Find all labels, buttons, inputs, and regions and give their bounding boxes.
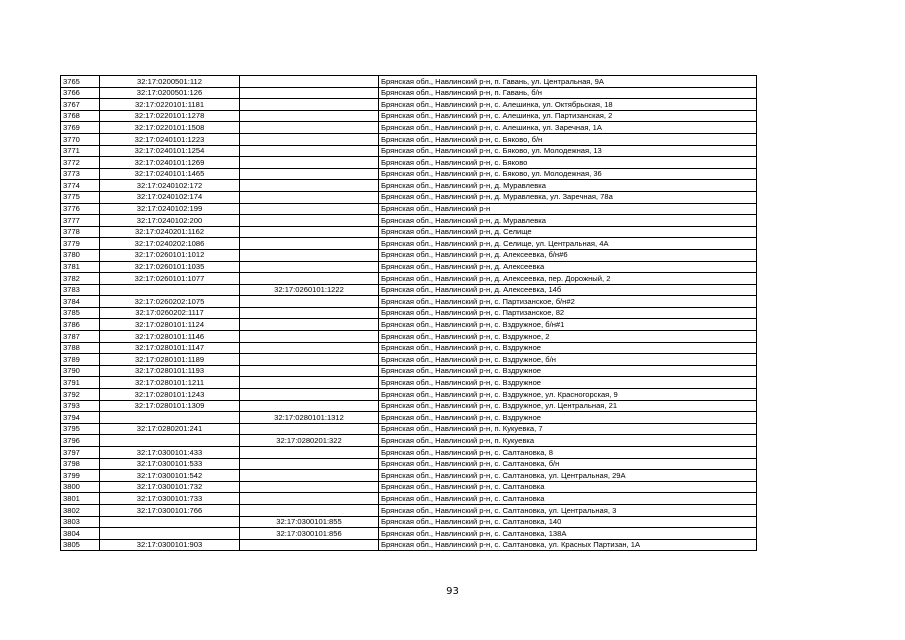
row-number-cell: 3784 bbox=[61, 296, 100, 308]
cadastral-number-cell: 32:17:0260202:1117 bbox=[100, 307, 240, 319]
address-cell: Брянская обл., Навлинский р-н, с. Бяково bbox=[379, 157, 757, 169]
row-number-cell: 3802 bbox=[61, 504, 100, 516]
cadastral-number-cell bbox=[100, 284, 240, 296]
table-row bbox=[61, 493, 757, 505]
row-number-cell: 3789 bbox=[61, 354, 100, 366]
registry-table-body bbox=[61, 76, 757, 551]
row-number-cell: 3786 bbox=[61, 319, 100, 331]
row-number-cell: 3776 bbox=[61, 203, 100, 215]
cadastral-number-cell: 32:17:0300101:732 bbox=[100, 481, 240, 493]
cadastral-number-alt-cell bbox=[240, 539, 379, 551]
cadastral-number-alt-cell bbox=[240, 504, 379, 516]
cadastral-number-alt-cell bbox=[240, 493, 379, 505]
table-row bbox=[61, 203, 757, 215]
cadastral-number-cell: 32:17:0200501:126 bbox=[100, 87, 240, 99]
table-row bbox=[61, 423, 757, 435]
cadastral-number-alt-cell bbox=[240, 400, 379, 412]
address-cell: Брянская обл., Навлинский р-н bbox=[379, 203, 757, 215]
cadastral-number-alt-cell bbox=[240, 377, 379, 389]
row-number-cell: 3765 bbox=[61, 76, 100, 88]
cadastral-number-cell: 32:17:0260101:1012 bbox=[100, 249, 240, 261]
cadastral-number-cell: 32:17:0240102:200 bbox=[100, 215, 240, 227]
address-cell: Брянская обл., Навлинский р-н, д. Алексеевка, 14б bbox=[379, 284, 757, 296]
cadastral-number-cell: 32:17:0280101:1309 bbox=[100, 400, 240, 412]
cadastral-number-alt-cell bbox=[240, 458, 379, 470]
address-cell: Брянская обл., Навлинский р-н, п. Гавань, б/н bbox=[379, 87, 757, 99]
cadastral-number-alt-cell bbox=[240, 249, 379, 261]
cadastral-number-alt-cell bbox=[240, 481, 379, 493]
cadastral-number-cell: 32:17:0240102:172 bbox=[100, 180, 240, 192]
address-cell: Брянская обл., Навлинский р-н, с. Салтановка, ул. Центральная, 3 bbox=[379, 504, 757, 516]
cadastral-number-cell: 32:17:0300101:533 bbox=[100, 458, 240, 470]
table-row bbox=[61, 342, 757, 354]
table-row bbox=[61, 226, 757, 238]
cadastral-number-cell: 32:17:0200501:112 bbox=[100, 76, 240, 88]
cadastral-number-alt-cell bbox=[240, 226, 379, 238]
cadastral-number-cell: 32:17:0280101:1193 bbox=[100, 365, 240, 377]
row-number-cell: 3768 bbox=[61, 110, 100, 122]
address-cell: Брянская обл., Навлинский р-н, с. Партизанское, 82 bbox=[379, 307, 757, 319]
cadastral-number-cell: 32:17:0240101:1254 bbox=[100, 145, 240, 157]
cadastral-number-cell: 32:17:0280201:241 bbox=[100, 423, 240, 435]
cadastral-number-alt-cell bbox=[240, 87, 379, 99]
address-cell: Брянская обл., Навлинский р-н, с. Вздружное bbox=[379, 365, 757, 377]
table-row bbox=[61, 516, 757, 528]
row-number-cell: 3766 bbox=[61, 87, 100, 99]
table-row bbox=[61, 447, 757, 459]
row-number-cell: 3792 bbox=[61, 389, 100, 401]
cadastral-number-cell: 32:17:0300101:433 bbox=[100, 447, 240, 459]
row-number-cell: 3798 bbox=[61, 458, 100, 470]
row-number-cell: 3783 bbox=[61, 284, 100, 296]
row-number-cell: 3782 bbox=[61, 273, 100, 285]
table-row bbox=[61, 261, 757, 273]
cadastral-number-alt-cell bbox=[240, 238, 379, 250]
table-row bbox=[61, 133, 757, 145]
address-cell: Брянская обл., Навлинский р-н, с. Вздружное, б/н bbox=[379, 354, 757, 366]
table-row bbox=[61, 110, 757, 122]
cadastral-number-cell: 32:17:0240101:1223 bbox=[100, 133, 240, 145]
cadastral-number-alt-cell bbox=[240, 307, 379, 319]
cadastral-number-cell bbox=[100, 435, 240, 447]
cadastral-number-cell bbox=[100, 412, 240, 424]
address-cell: Брянская обл., Навлинский р-н, с. Салтановка bbox=[379, 493, 757, 505]
address-cell: Брянская обл., Навлинский р-н, с. Алешинка, ул. Партизанская, 2 bbox=[379, 110, 757, 122]
cadastral-number-cell bbox=[100, 516, 240, 528]
table-row bbox=[61, 215, 757, 227]
address-cell: Брянская обл., Навлинский р-н, д. Алексеевка bbox=[379, 261, 757, 273]
cadastral-number-cell: 32:17:0220101:1278 bbox=[100, 110, 240, 122]
cadastral-number-cell: 32:17:0240101:1465 bbox=[100, 168, 240, 180]
cadastral-number-cell: 32:17:0300101:542 bbox=[100, 470, 240, 482]
row-number-cell: 3771 bbox=[61, 145, 100, 157]
address-cell: Брянская обл., Навлинский р-н, д. Муравлевка, ул. Заречная, 78а bbox=[379, 191, 757, 203]
address-cell: Брянская обл., Навлинский р-н, п. Кукуевка, 7 bbox=[379, 423, 757, 435]
address-cell: Брянская обл., Навлинский р-н, с. Салтановка, б/н bbox=[379, 458, 757, 470]
table-row bbox=[61, 307, 757, 319]
table-row bbox=[61, 180, 757, 192]
cadastral-number-alt-cell bbox=[240, 423, 379, 435]
table-row bbox=[61, 157, 757, 169]
table-row bbox=[61, 458, 757, 470]
address-cell: Брянская обл., Навлинский р-н, с. Вздружное, ул. Красногорская, 9 bbox=[379, 389, 757, 401]
address-cell: Брянская обл., Навлинский р-н, с. Вздружное bbox=[379, 412, 757, 424]
table-row bbox=[61, 435, 757, 447]
address-cell: Брянская обл., Навлинский р-н, д. Муравлевка bbox=[379, 180, 757, 192]
cadastral-number-alt-cell bbox=[240, 191, 379, 203]
table-row bbox=[61, 284, 757, 296]
table-row bbox=[61, 470, 757, 482]
row-number-cell: 3778 bbox=[61, 226, 100, 238]
cadastral-number-cell: 32:17:0280101:1146 bbox=[100, 331, 240, 343]
cadastral-number-cell: 32:17:0280101:1243 bbox=[100, 389, 240, 401]
row-number-cell: 3794 bbox=[61, 412, 100, 424]
cadastral-number-cell: 32:17:0240102:199 bbox=[100, 203, 240, 215]
table-row bbox=[61, 296, 757, 308]
address-cell: Брянская обл., Навлинский р-н, с. Вздружное, б/н#1 bbox=[379, 319, 757, 331]
row-number-cell: 3770 bbox=[61, 133, 100, 145]
cadastral-number-cell: 32:17:0280101:1189 bbox=[100, 354, 240, 366]
cadastral-number-cell: 32:17:0240102:174 bbox=[100, 191, 240, 203]
row-number-cell: 3793 bbox=[61, 400, 100, 412]
address-cell: Брянская обл., Навлинский р-н, с. Салтановка, 140 bbox=[379, 516, 757, 528]
address-cell: Брянская обл., Навлинский р-н, д. Алексеевка, пер. Дорожный, 2 bbox=[379, 273, 757, 285]
row-number-cell: 3777 bbox=[61, 215, 100, 227]
table-row bbox=[61, 481, 757, 493]
address-cell: Брянская обл., Навлинский р-н, с. Салтановка, ул. Красных Партизан, 1А bbox=[379, 539, 757, 551]
cadastral-number-alt-cell: 32:17:0260101:1222 bbox=[240, 284, 379, 296]
cadastral-number-cell: 32:17:0300101:733 bbox=[100, 493, 240, 505]
address-cell: Брянская обл., Навлинский р-н, с. Вздружное, 2 bbox=[379, 331, 757, 343]
row-number-cell: 3785 bbox=[61, 307, 100, 319]
table-row bbox=[61, 238, 757, 250]
address-cell: Брянская обл., Навлинский р-н, с. Бяково, б/н bbox=[379, 133, 757, 145]
row-number-cell: 3803 bbox=[61, 516, 100, 528]
address-cell: Брянская обл., Навлинский р-н, с. Бяково, ул. Молодежная, 13 bbox=[379, 145, 757, 157]
cadastral-number-alt-cell: 32:17:0280201:322 bbox=[240, 435, 379, 447]
table-row bbox=[61, 99, 757, 111]
table-row bbox=[61, 76, 757, 88]
address-cell: Брянская обл., Навлинский р-н, с. Бяково, ул. Молодежная, 36 bbox=[379, 168, 757, 180]
address-cell: Брянская обл., Навлинский р-н, с. Вздружное bbox=[379, 342, 757, 354]
row-number-cell: 3804 bbox=[61, 528, 100, 540]
property-registry-table bbox=[60, 75, 757, 551]
row-number-cell: 3799 bbox=[61, 470, 100, 482]
table-row bbox=[61, 389, 757, 401]
page-number: 93 bbox=[446, 586, 459, 597]
cadastral-number-alt-cell bbox=[240, 168, 379, 180]
address-cell: Брянская обл., Навлинский р-н, с. Вздружное, ул. Центральная, 21 bbox=[379, 400, 757, 412]
table-row bbox=[61, 539, 757, 551]
cadastral-number-cell: 32:17:0260101:1035 bbox=[100, 261, 240, 273]
cadastral-number-alt-cell bbox=[240, 296, 379, 308]
cadastral-number-cell: 32:17:0220101:1508 bbox=[100, 122, 240, 134]
cadastral-number-alt-cell bbox=[240, 389, 379, 401]
address-cell: Брянская обл., Навлинский р-н, п. Гавань, ул. Центральная, 9А bbox=[379, 76, 757, 88]
row-number-cell: 3787 bbox=[61, 331, 100, 343]
row-number-cell: 3769 bbox=[61, 122, 100, 134]
row-number-cell: 3800 bbox=[61, 481, 100, 493]
cadastral-number-alt-cell bbox=[240, 110, 379, 122]
cadastral-number-cell: 32:17:0280101:1124 bbox=[100, 319, 240, 331]
row-number-cell: 3801 bbox=[61, 493, 100, 505]
cadastral-number-alt-cell bbox=[240, 145, 379, 157]
cadastral-number-alt-cell bbox=[240, 342, 379, 354]
table-row bbox=[61, 354, 757, 366]
cadastral-number-alt-cell: 32:17:0300101:856 bbox=[240, 528, 379, 540]
cadastral-number-cell: 32:17:0240202:1086 bbox=[100, 238, 240, 250]
row-number-cell: 3779 bbox=[61, 238, 100, 250]
cadastral-number-alt-cell bbox=[240, 76, 379, 88]
cadastral-number-alt-cell bbox=[240, 261, 379, 273]
cadastral-number-cell: 32:17:0240201:1162 bbox=[100, 226, 240, 238]
cadastral-number-alt-cell bbox=[240, 99, 379, 111]
table-row bbox=[61, 528, 757, 540]
address-cell: Брянская обл., Навлинский р-н, п. Кукуевка bbox=[379, 435, 757, 447]
cadastral-number-alt-cell bbox=[240, 133, 379, 145]
row-number-cell: 3796 bbox=[61, 435, 100, 447]
cadastral-number-alt-cell bbox=[240, 273, 379, 285]
table-row bbox=[61, 122, 757, 134]
row-number-cell: 3774 bbox=[61, 180, 100, 192]
row-number-cell: 3791 bbox=[61, 377, 100, 389]
table-row bbox=[61, 273, 757, 285]
row-number-cell: 3772 bbox=[61, 157, 100, 169]
cadastral-number-cell: 32:17:0280101:1211 bbox=[100, 377, 240, 389]
address-cell: Брянская обл., Навлинский р-н, с. Партизанское, б/н#2 bbox=[379, 296, 757, 308]
table-row bbox=[61, 87, 757, 99]
row-number-cell: 3805 bbox=[61, 539, 100, 551]
address-cell: Брянская обл., Навлинский р-н, д. Селище, ул. Центральная, 4А bbox=[379, 238, 757, 250]
address-cell: Брянская обл., Навлинский р-н, с. Алешинка, ул. Октябрьская, 18 bbox=[379, 99, 757, 111]
address-cell: Брянская обл., Навлинский р-н, д. Селище bbox=[379, 226, 757, 238]
cadastral-number-alt-cell bbox=[240, 354, 379, 366]
cadastral-number-alt-cell bbox=[240, 180, 379, 192]
table-row bbox=[61, 168, 757, 180]
address-cell: Брянская обл., Навлинский р-н, с. Салтановка, ул. Центральная, 29А bbox=[379, 470, 757, 482]
row-number-cell: 3790 bbox=[61, 365, 100, 377]
table-row bbox=[61, 319, 757, 331]
table-row bbox=[61, 365, 757, 377]
row-number-cell: 3788 bbox=[61, 342, 100, 354]
cadastral-number-alt-cell bbox=[240, 122, 379, 134]
table-row bbox=[61, 377, 757, 389]
cadastral-number-cell: 32:17:0260101:1077 bbox=[100, 273, 240, 285]
table-row bbox=[61, 145, 757, 157]
cadastral-number-alt-cell bbox=[240, 447, 379, 459]
row-number-cell: 3775 bbox=[61, 191, 100, 203]
cadastral-number-cell: 32:17:0260202:1075 bbox=[100, 296, 240, 308]
address-cell: Брянская обл., Навлинский р-н, д. Муравлевка bbox=[379, 215, 757, 227]
table-row bbox=[61, 504, 757, 516]
cadastral-number-alt-cell bbox=[240, 470, 379, 482]
cadastral-number-alt-cell bbox=[240, 365, 379, 377]
table-row bbox=[61, 400, 757, 412]
cadastral-number-cell: 32:17:0220101:1181 bbox=[100, 99, 240, 111]
cadastral-number-cell: 32:17:0240101:1269 bbox=[100, 157, 240, 169]
row-number-cell: 3795 bbox=[61, 423, 100, 435]
cadastral-number-alt-cell bbox=[240, 203, 379, 215]
table-row bbox=[61, 412, 757, 424]
cadastral-number-cell: 32:17:0300101:903 bbox=[100, 539, 240, 551]
cadastral-number-cell bbox=[100, 528, 240, 540]
cadastral-number-alt-cell bbox=[240, 215, 379, 227]
table-row bbox=[61, 249, 757, 261]
address-cell: Брянская обл., Навлинский р-н, с. Алешинка, ул. Заречная, 1А bbox=[379, 122, 757, 134]
cadastral-number-alt-cell: 32:17:0280101:1312 bbox=[240, 412, 379, 424]
row-number-cell: 3773 bbox=[61, 168, 100, 180]
cadastral-number-cell: 32:17:0300101:766 bbox=[100, 504, 240, 516]
address-cell: Брянская обл., Навлинский р-н, с. Вздружное bbox=[379, 377, 757, 389]
address-cell: Брянская обл., Навлинский р-н, с. Салтановка, 8 bbox=[379, 447, 757, 459]
table-row bbox=[61, 191, 757, 203]
row-number-cell: 3767 bbox=[61, 99, 100, 111]
address-cell: Брянская обл., Навлинский р-н, д. Алексеевка, б/н#6 bbox=[379, 249, 757, 261]
cadastral-number-alt-cell bbox=[240, 319, 379, 331]
row-number-cell: 3781 bbox=[61, 261, 100, 273]
table-row bbox=[61, 331, 757, 343]
cadastral-number-cell: 32:17:0280101:1147 bbox=[100, 342, 240, 354]
row-number-cell: 3797 bbox=[61, 447, 100, 459]
cadastral-number-alt-cell bbox=[240, 331, 379, 343]
address-cell: Брянская обл., Навлинский р-н, с. Салтановка, 138А bbox=[379, 528, 757, 540]
address-cell: Брянская обл., Навлинский р-н, с. Салтановка bbox=[379, 481, 757, 493]
row-number-cell: 3780 bbox=[61, 249, 100, 261]
cadastral-number-alt-cell bbox=[240, 157, 379, 169]
cadastral-number-alt-cell: 32:17:0300101:855 bbox=[240, 516, 379, 528]
